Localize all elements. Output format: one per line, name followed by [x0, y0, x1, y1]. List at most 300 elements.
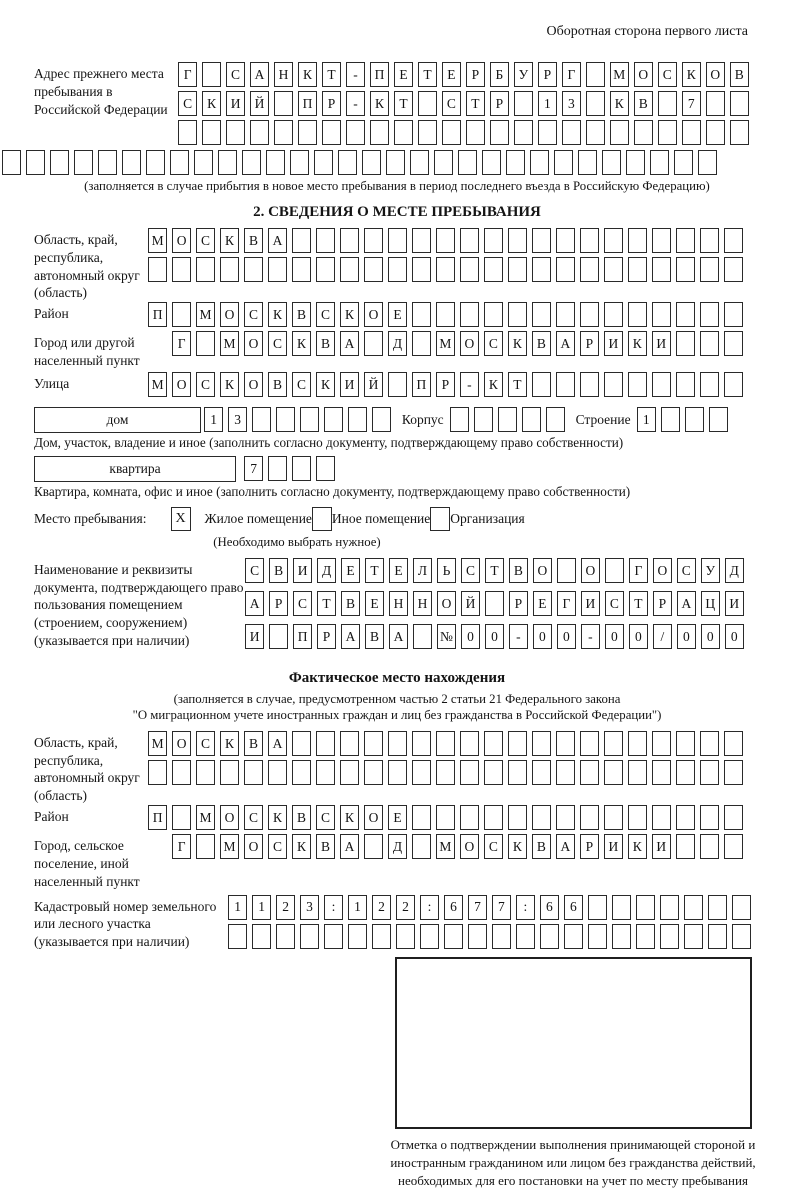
char-cell[interactable]: Ь: [437, 558, 456, 583]
char-cell[interactable]: К: [220, 228, 239, 253]
char-cell[interactable]: [172, 760, 191, 785]
char-cell[interactable]: [636, 895, 655, 920]
char-cell[interactable]: А: [340, 331, 359, 356]
char-cell[interactable]: К: [370, 91, 389, 116]
char-cell[interactable]: Г: [557, 591, 576, 616]
char-cell[interactable]: [556, 805, 575, 830]
char-cell[interactable]: [396, 924, 415, 949]
char-cell[interactable]: 7: [492, 895, 511, 920]
char-cell[interactable]: О: [460, 834, 479, 859]
char-cell[interactable]: [98, 150, 117, 175]
char-cell[interactable]: С: [268, 331, 287, 356]
char-cell[interactable]: [604, 731, 623, 756]
char-cell[interactable]: [508, 731, 527, 756]
char-cell[interactable]: 0: [629, 624, 648, 649]
char-cell[interactable]: [220, 760, 239, 785]
char-cell[interactable]: [442, 120, 461, 145]
char-cell[interactable]: М: [436, 331, 455, 356]
char-cell[interactable]: -: [581, 624, 600, 649]
char-cell[interactable]: [250, 120, 269, 145]
char-cell[interactable]: Г: [172, 834, 191, 859]
char-cell[interactable]: О: [244, 372, 263, 397]
char-cell[interactable]: [485, 591, 504, 616]
char-cell[interactable]: А: [556, 834, 575, 859]
char-cell[interactable]: [556, 257, 575, 282]
char-cell[interactable]: 6: [540, 895, 559, 920]
char-cell[interactable]: [340, 731, 359, 756]
char-cell[interactable]: [564, 924, 583, 949]
char-cell[interactable]: [276, 407, 295, 432]
char-cell[interactable]: А: [268, 228, 287, 253]
char-cell[interactable]: 2: [372, 895, 391, 920]
char-cell[interactable]: К: [340, 302, 359, 327]
char-cell[interactable]: 2: [396, 895, 415, 920]
char-cell[interactable]: 7: [468, 895, 487, 920]
char-cell[interactable]: [580, 302, 599, 327]
char-cell[interactable]: Н: [413, 591, 432, 616]
char-cell[interactable]: О: [634, 62, 653, 87]
char-cell[interactable]: [412, 731, 431, 756]
char-cell[interactable]: [556, 302, 575, 327]
char-cell[interactable]: [450, 407, 469, 432]
char-cell[interactable]: К: [508, 331, 527, 356]
char-cell[interactable]: [700, 331, 719, 356]
char-cell[interactable]: О: [220, 805, 239, 830]
char-cell[interactable]: [292, 228, 311, 253]
char-cell[interactable]: Й: [461, 591, 480, 616]
char-cell[interactable]: И: [245, 624, 264, 649]
char-cell[interactable]: А: [268, 731, 287, 756]
char-cell[interactable]: [532, 302, 551, 327]
char-cell[interactable]: Т: [466, 91, 485, 116]
char-cell[interactable]: [468, 924, 487, 949]
char-cell[interactable]: [661, 407, 680, 432]
char-cell[interactable]: [700, 372, 719, 397]
char-cell[interactable]: Г: [172, 331, 191, 356]
char-cell[interactable]: [532, 731, 551, 756]
char-cell[interactable]: С: [293, 591, 312, 616]
char-cell[interactable]: В: [268, 372, 287, 397]
char-cell[interactable]: [148, 257, 167, 282]
char-cell[interactable]: [268, 456, 287, 481]
char-cell[interactable]: -: [346, 91, 365, 116]
char-cell[interactable]: Р: [580, 834, 599, 859]
char-cell[interactable]: В: [509, 558, 528, 583]
char-cell[interactable]: [706, 120, 725, 145]
char-cell[interactable]: [372, 407, 391, 432]
char-cell[interactable]: [530, 150, 549, 175]
char-cell[interactable]: С: [292, 372, 311, 397]
char-cell[interactable]: М: [148, 372, 167, 397]
char-cell[interactable]: [292, 456, 311, 481]
char-cell[interactable]: [700, 302, 719, 327]
char-cell[interactable]: О: [220, 302, 239, 327]
char-cell[interactable]: 0: [725, 624, 744, 649]
char-cell[interactable]: [460, 731, 479, 756]
char-cell[interactable]: [732, 924, 751, 949]
char-cell[interactable]: [228, 924, 247, 949]
char-cell[interactable]: [540, 924, 559, 949]
char-cell[interactable]: [628, 760, 647, 785]
char-cell[interactable]: О: [437, 591, 456, 616]
char-cell[interactable]: [700, 257, 719, 282]
char-cell[interactable]: Р: [317, 624, 336, 649]
char-cell[interactable]: [2, 150, 21, 175]
char-cell[interactable]: [562, 120, 581, 145]
char-cell[interactable]: [676, 834, 695, 859]
char-cell[interactable]: [418, 91, 437, 116]
char-cell[interactable]: [388, 760, 407, 785]
char-cell[interactable]: [338, 150, 357, 175]
char-cell[interactable]: М: [148, 228, 167, 253]
checkbox-other-premises[interactable]: [312, 507, 332, 531]
char-cell[interactable]: А: [677, 591, 696, 616]
char-cell[interactable]: [508, 257, 527, 282]
char-cell[interactable]: [676, 302, 695, 327]
char-cell[interactable]: [652, 731, 671, 756]
char-cell[interactable]: 6: [444, 895, 463, 920]
char-cell[interactable]: [724, 228, 743, 253]
char-cell[interactable]: [532, 372, 551, 397]
char-cell[interactable]: [636, 924, 655, 949]
char-cell[interactable]: [170, 150, 189, 175]
char-cell[interactable]: К: [316, 372, 335, 397]
char-cell[interactable]: [578, 150, 597, 175]
char-cell[interactable]: [522, 407, 541, 432]
char-cell[interactable]: [604, 228, 623, 253]
char-cell[interactable]: Р: [653, 591, 672, 616]
char-cell[interactable]: И: [604, 834, 623, 859]
char-cell[interactable]: [605, 558, 624, 583]
char-cell[interactable]: 3: [562, 91, 581, 116]
char-cell[interactable]: К: [292, 834, 311, 859]
char-cell[interactable]: [316, 456, 335, 481]
char-cell[interactable]: [676, 731, 695, 756]
char-cell[interactable]: 1: [228, 895, 247, 920]
char-cell[interactable]: [412, 257, 431, 282]
char-cell[interactable]: [658, 120, 677, 145]
char-cell[interactable]: :: [420, 895, 439, 920]
char-cell[interactable]: [724, 372, 743, 397]
char-cell[interactable]: [724, 834, 743, 859]
char-cell[interactable]: Т: [365, 558, 384, 583]
char-cell[interactable]: [244, 760, 263, 785]
char-cell[interactable]: Б: [490, 62, 509, 87]
char-cell[interactable]: [626, 150, 645, 175]
char-cell[interactable]: [724, 805, 743, 830]
char-cell[interactable]: [516, 924, 535, 949]
char-cell[interactable]: [348, 407, 367, 432]
char-cell[interactable]: 0: [677, 624, 696, 649]
char-cell[interactable]: [586, 120, 605, 145]
char-cell[interactable]: Р: [436, 372, 455, 397]
char-cell[interactable]: [554, 150, 573, 175]
char-cell[interactable]: Ц: [701, 591, 720, 616]
char-cell[interactable]: 3: [228, 407, 247, 432]
char-cell[interactable]: [274, 120, 293, 145]
char-cell[interactable]: [412, 760, 431, 785]
char-cell[interactable]: С: [196, 228, 215, 253]
char-cell[interactable]: И: [725, 591, 744, 616]
char-cell[interactable]: С: [226, 62, 245, 87]
char-cell[interactable]: С: [244, 805, 263, 830]
char-cell[interactable]: В: [244, 228, 263, 253]
char-cell[interactable]: Т: [508, 372, 527, 397]
char-cell[interactable]: 7: [244, 456, 263, 481]
char-cell[interactable]: [532, 760, 551, 785]
char-cell[interactable]: 0: [461, 624, 480, 649]
char-cell[interactable]: Е: [388, 302, 407, 327]
char-cell[interactable]: [298, 120, 317, 145]
char-cell[interactable]: [634, 120, 653, 145]
char-cell[interactable]: 1: [538, 91, 557, 116]
char-cell[interactable]: К: [268, 805, 287, 830]
char-cell[interactable]: [196, 257, 215, 282]
char-cell[interactable]: С: [658, 62, 677, 87]
char-cell[interactable]: И: [340, 372, 359, 397]
char-cell[interactable]: [724, 302, 743, 327]
char-cell[interactable]: [676, 805, 695, 830]
char-cell[interactable]: [490, 120, 509, 145]
char-cell[interactable]: О: [364, 805, 383, 830]
char-cell[interactable]: С: [245, 558, 264, 583]
char-cell[interactable]: [652, 372, 671, 397]
char-cell[interactable]: [604, 257, 623, 282]
char-cell[interactable]: И: [652, 331, 671, 356]
char-cell[interactable]: [460, 257, 479, 282]
char-cell[interactable]: В: [532, 834, 551, 859]
char-cell[interactable]: А: [340, 834, 359, 859]
char-cell[interactable]: В: [532, 331, 551, 356]
char-cell[interactable]: [340, 228, 359, 253]
char-cell[interactable]: О: [364, 302, 383, 327]
char-cell[interactable]: Г: [178, 62, 197, 87]
char-cell[interactable]: П: [370, 62, 389, 87]
char-cell[interactable]: В: [365, 624, 384, 649]
char-cell[interactable]: И: [226, 91, 245, 116]
char-cell[interactable]: А: [389, 624, 408, 649]
char-cell[interactable]: [652, 228, 671, 253]
char-cell[interactable]: [484, 805, 503, 830]
char-cell[interactable]: [466, 120, 485, 145]
char-cell[interactable]: [436, 257, 455, 282]
char-cell[interactable]: [292, 257, 311, 282]
char-cell[interactable]: О: [581, 558, 600, 583]
char-cell[interactable]: [364, 257, 383, 282]
char-cell[interactable]: И: [604, 331, 623, 356]
char-cell[interactable]: [410, 150, 429, 175]
char-cell[interactable]: А: [245, 591, 264, 616]
char-cell[interactable]: Т: [317, 591, 336, 616]
char-cell[interactable]: [370, 120, 389, 145]
char-cell[interactable]: [316, 760, 335, 785]
char-cell[interactable]: [709, 407, 728, 432]
char-cell[interactable]: [316, 257, 335, 282]
char-cell[interactable]: [684, 895, 703, 920]
char-cell[interactable]: О: [533, 558, 552, 583]
char-cell[interactable]: Г: [629, 558, 648, 583]
char-cell[interactable]: Д: [317, 558, 336, 583]
char-cell[interactable]: Т: [485, 558, 504, 583]
char-cell[interactable]: [474, 407, 493, 432]
char-cell[interactable]: [50, 150, 69, 175]
char-cell[interactable]: [413, 624, 432, 649]
char-cell[interactable]: [372, 924, 391, 949]
char-cell[interactable]: К: [628, 331, 647, 356]
char-cell[interactable]: Р: [490, 91, 509, 116]
char-cell[interactable]: О: [706, 62, 725, 87]
char-cell[interactable]: [220, 257, 239, 282]
char-cell[interactable]: [682, 120, 701, 145]
char-cell[interactable]: В: [292, 805, 311, 830]
char-cell[interactable]: [324, 407, 343, 432]
char-cell[interactable]: [700, 731, 719, 756]
char-cell[interactable]: -: [509, 624, 528, 649]
char-cell[interactable]: [685, 407, 704, 432]
char-cell[interactable]: [628, 228, 647, 253]
char-cell[interactable]: [700, 805, 719, 830]
char-cell[interactable]: К: [340, 805, 359, 830]
char-cell[interactable]: [364, 228, 383, 253]
char-cell[interactable]: [628, 372, 647, 397]
char-cell[interactable]: П: [293, 624, 312, 649]
char-cell[interactable]: [676, 760, 695, 785]
char-cell[interactable]: [508, 228, 527, 253]
char-cell[interactable]: [676, 331, 695, 356]
char-cell[interactable]: С: [677, 558, 696, 583]
char-cell[interactable]: [266, 150, 285, 175]
char-cell[interactable]: [484, 760, 503, 785]
char-cell[interactable]: [604, 805, 623, 830]
char-cell[interactable]: [316, 731, 335, 756]
char-cell[interactable]: В: [316, 331, 335, 356]
char-cell[interactable]: [628, 302, 647, 327]
char-cell[interactable]: [362, 150, 381, 175]
char-cell[interactable]: [660, 924, 679, 949]
char-cell[interactable]: №: [437, 624, 456, 649]
char-cell[interactable]: Е: [365, 591, 384, 616]
char-cell[interactable]: -: [346, 62, 365, 87]
char-cell[interactable]: И: [581, 591, 600, 616]
char-cell[interactable]: [556, 731, 575, 756]
char-cell[interactable]: С: [196, 372, 215, 397]
char-cell[interactable]: :: [516, 895, 535, 920]
char-cell[interactable]: И: [652, 834, 671, 859]
char-cell[interactable]: [364, 331, 383, 356]
char-cell[interactable]: [364, 760, 383, 785]
char-cell[interactable]: [588, 895, 607, 920]
char-cell[interactable]: Е: [533, 591, 552, 616]
char-cell[interactable]: [74, 150, 93, 175]
char-cell[interactable]: [218, 150, 237, 175]
char-cell[interactable]: [244, 257, 263, 282]
char-cell[interactable]: [676, 257, 695, 282]
char-cell[interactable]: [612, 924, 631, 949]
char-cell[interactable]: П: [148, 805, 167, 830]
char-cell[interactable]: [508, 302, 527, 327]
char-cell[interactable]: И: [293, 558, 312, 583]
char-cell[interactable]: [724, 760, 743, 785]
char-cell[interactable]: О: [172, 731, 191, 756]
char-cell[interactable]: [202, 120, 221, 145]
char-cell[interactable]: [364, 834, 383, 859]
char-cell[interactable]: Р: [466, 62, 485, 87]
char-cell[interactable]: 0: [605, 624, 624, 649]
char-cell[interactable]: [269, 624, 288, 649]
char-cell[interactable]: [706, 91, 725, 116]
char-cell[interactable]: [580, 731, 599, 756]
char-cell[interactable]: [292, 731, 311, 756]
char-cell[interactable]: [388, 372, 407, 397]
char-cell[interactable]: [674, 150, 693, 175]
char-cell[interactable]: [604, 302, 623, 327]
char-cell[interactable]: [556, 228, 575, 253]
char-cell[interactable]: Д: [388, 331, 407, 356]
char-cell[interactable]: С: [316, 302, 335, 327]
char-cell[interactable]: [557, 558, 576, 583]
char-cell[interactable]: [698, 150, 717, 175]
char-cell[interactable]: Р: [269, 591, 288, 616]
char-cell[interactable]: [652, 805, 671, 830]
char-cell[interactable]: В: [634, 91, 653, 116]
char-cell[interactable]: Р: [580, 331, 599, 356]
char-cell[interactable]: 2: [276, 895, 295, 920]
char-cell[interactable]: К: [220, 372, 239, 397]
char-cell[interactable]: К: [610, 91, 629, 116]
char-cell[interactable]: [484, 228, 503, 253]
char-cell[interactable]: [652, 257, 671, 282]
char-cell[interactable]: С: [244, 302, 263, 327]
char-cell[interactable]: [658, 91, 677, 116]
char-cell[interactable]: [388, 257, 407, 282]
char-cell[interactable]: [724, 731, 743, 756]
char-cell[interactable]: 1: [252, 895, 271, 920]
char-cell[interactable]: [418, 120, 437, 145]
char-cell[interactable]: П: [148, 302, 167, 327]
char-cell[interactable]: 7: [682, 91, 701, 116]
char-cell[interactable]: [498, 407, 517, 432]
char-cell[interactable]: К: [628, 834, 647, 859]
char-cell[interactable]: Д: [388, 834, 407, 859]
char-cell[interactable]: [708, 895, 727, 920]
char-cell[interactable]: К: [220, 731, 239, 756]
char-cell[interactable]: Й: [250, 91, 269, 116]
char-cell[interactable]: Е: [442, 62, 461, 87]
char-cell[interactable]: [412, 331, 431, 356]
char-cell[interactable]: М: [220, 331, 239, 356]
char-cell[interactable]: [580, 760, 599, 785]
char-cell[interactable]: [458, 150, 477, 175]
char-cell[interactable]: С: [484, 834, 503, 859]
char-cell[interactable]: [444, 924, 463, 949]
char-cell[interactable]: К: [508, 834, 527, 859]
char-cell[interactable]: [394, 120, 413, 145]
char-cell[interactable]: В: [730, 62, 749, 87]
char-cell[interactable]: П: [298, 91, 317, 116]
char-cell[interactable]: [292, 760, 311, 785]
char-cell[interactable]: [700, 760, 719, 785]
char-cell[interactable]: [556, 760, 575, 785]
char-cell[interactable]: В: [292, 302, 311, 327]
char-cell[interactable]: [556, 372, 575, 397]
char-cell[interactable]: [532, 228, 551, 253]
char-cell[interactable]: М: [148, 731, 167, 756]
char-cell[interactable]: М: [196, 805, 215, 830]
char-cell[interactable]: [420, 924, 439, 949]
char-cell[interactable]: [684, 924, 703, 949]
char-cell[interactable]: Р: [509, 591, 528, 616]
char-cell[interactable]: [580, 257, 599, 282]
